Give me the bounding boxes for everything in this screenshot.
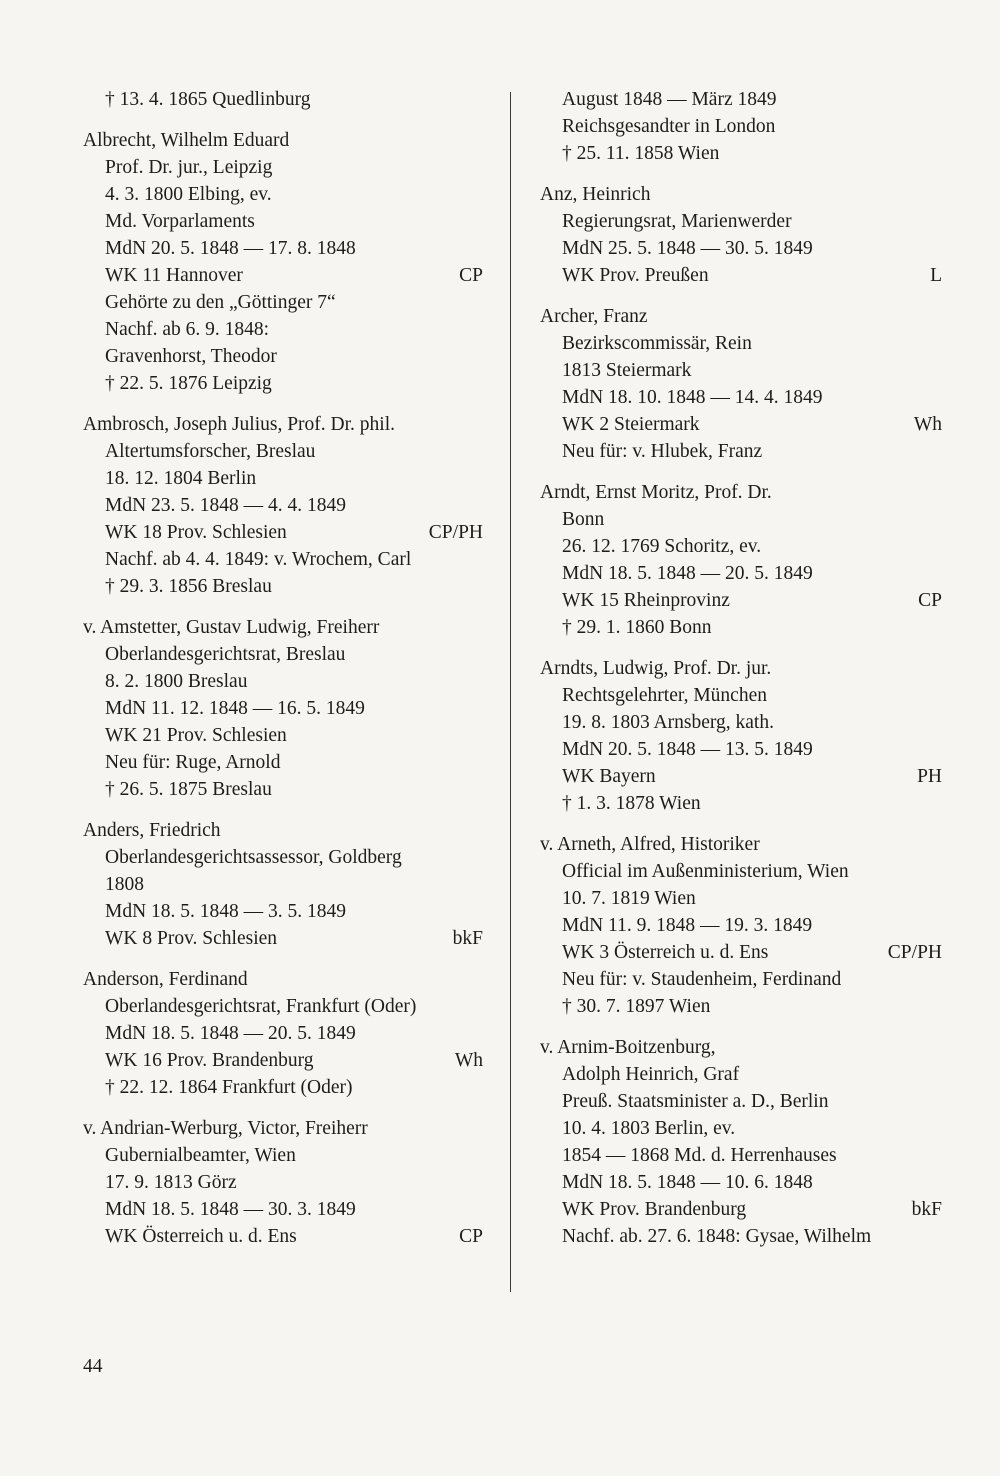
entry-line-text: Neu für: v. Hlubek, Franz	[562, 441, 763, 462]
entry-line	[83, 1074, 483, 1101]
entry-line-text: 1808	[105, 874, 144, 895]
entry-line-text: Prof. Dr. jur., Leipzig	[105, 157, 273, 178]
entry-line	[83, 871, 483, 898]
biography-entry	[83, 1115, 483, 1250]
biography-entry	[83, 817, 483, 952]
entry-line	[540, 912, 942, 939]
faction-tag: bkF	[452, 928, 483, 949]
entry-line-text: 1854 — 1868 Md. d. Herrenhauses	[562, 1145, 837, 1166]
entry-line-text: Adolph Heinrich, Graf	[562, 1064, 740, 1085]
entry-line-text: WK 11 Hannover	[105, 265, 243, 286]
entry-line-text: Archer, Franz	[540, 306, 648, 327]
entry-line	[83, 749, 483, 776]
entry-line-text: Oberlandesgerichtsassessor, Goldberg	[105, 847, 402, 868]
entry-line-text: v. Amstetter, Gustav Ludwig, Freiherr	[83, 617, 380, 638]
entry-line-text: MdN 18. 5. 1848 — 30. 3. 1849	[105, 1199, 356, 1220]
entry-line	[540, 682, 942, 709]
entry-line-text: † 29. 1. 1860 Bonn	[562, 617, 712, 638]
entry-line	[540, 655, 942, 682]
entry-line-text: Nachf. ab. 27. 6. 1848: Gysae, Wilhelm	[562, 1226, 872, 1247]
entry-line-text: Arndt, Ernst Moritz, Prof. Dr.	[540, 482, 772, 503]
entry-line-text: WK 21 Prov. Schlesien	[105, 725, 287, 746]
faction-tag: CP	[459, 265, 483, 286]
entry-line-text: Neu für: Ruge, Arnold	[105, 752, 281, 773]
biography-entry	[83, 411, 483, 600]
entry-line	[83, 641, 483, 668]
entry-line	[83, 127, 483, 154]
entry-line	[83, 1020, 483, 1047]
faction-tag: CP	[918, 590, 942, 611]
entry-line	[83, 262, 483, 289]
entry-line	[540, 181, 942, 208]
entry-line-text: Gravenhorst, Theodor	[105, 346, 277, 367]
entry-line	[83, 993, 483, 1020]
entry-line-text: 18. 12. 1804 Berlin	[105, 468, 257, 489]
entry-line-text: Md. Vorparlaments	[105, 211, 255, 232]
entry-line	[83, 208, 483, 235]
entry-line	[83, 546, 483, 573]
entry-line	[83, 925, 483, 952]
entry-line	[540, 858, 942, 885]
faction-tag: CP/PH	[887, 942, 942, 963]
entry-line-text: v. Arneth, Alfred, Historiker	[540, 834, 760, 855]
entry-line-text: WK Prov. Brandenburg	[562, 1199, 747, 1220]
entry-line-text: MdN 18. 5. 1848 — 10. 6. 1848	[562, 1172, 813, 1193]
entry-line	[540, 113, 942, 140]
biography-entry	[540, 181, 942, 289]
entry-line-text: MdN 20. 5. 1848 — 17. 8. 1848	[105, 238, 356, 259]
entry-line	[83, 776, 483, 803]
entry-line	[540, 479, 942, 506]
entry-line-text: Regierungsrat, Marienwerder	[562, 211, 792, 232]
biography-entry	[540, 831, 942, 1020]
entry-line	[83, 1115, 483, 1142]
entry-line-text: Nachf. ab 6. 9. 1848:	[105, 319, 270, 340]
entry-line-text: MdN 23. 5. 1848 — 4. 4. 1849	[105, 495, 347, 516]
entry-line-text: † 22. 12. 1864 Frankfurt (Oder)	[105, 1077, 353, 1098]
entry-line-text: Oberlandesgerichtsrat, Frankfurt (Oder)	[105, 996, 417, 1017]
entry-line-text: Oberlandesgerichtsrat, Breslau	[105, 644, 346, 665]
entry-line-text: WK 2 Steiermark	[562, 414, 700, 435]
entry-line	[540, 939, 942, 966]
biography-entry	[83, 127, 483, 397]
biography-entry	[83, 86, 483, 113]
biography-entry	[540, 1034, 942, 1250]
entry-line	[83, 817, 483, 844]
entry-line-text: 26. 12. 1769 Schoritz, ev.	[562, 536, 762, 557]
entry-line-text: Gubernialbeamter, Wien	[105, 1145, 296, 1166]
entry-line-text: † 22. 5. 1876 Leipzig	[105, 373, 272, 394]
entry-line-text: MdN 25. 5. 1848 — 30. 5. 1849	[562, 238, 813, 259]
entry-line	[83, 343, 483, 370]
faction-tag: CP/PH	[428, 522, 483, 543]
entry-line-text: † 30. 7. 1897 Wien	[562, 996, 711, 1017]
entry-line	[540, 533, 942, 560]
biography-entry	[540, 655, 942, 817]
biography-entry	[540, 479, 942, 641]
entry-line	[83, 966, 483, 993]
entry-line-text: Altertumsforscher, Breslau	[105, 441, 316, 462]
entry-line	[83, 1047, 483, 1074]
entry-line-text: WK 18 Prov. Schlesien	[105, 522, 287, 543]
entry-line-text: WK 3 Österreich u. d. Ens	[562, 942, 769, 963]
entry-line-text: Anderson, Ferdinand	[83, 969, 248, 990]
entry-line	[83, 411, 483, 438]
left-column	[83, 86, 483, 1264]
entry-line	[83, 614, 483, 641]
entry-line	[83, 1169, 483, 1196]
entry-line	[540, 330, 942, 357]
entry-line	[83, 668, 483, 695]
biography-entry	[540, 86, 942, 167]
entry-line-text: Rechtsgelehrter, München	[562, 685, 767, 706]
entry-line	[83, 86, 483, 113]
entry-line-text: 8. 2. 1800 Breslau	[105, 671, 248, 692]
entry-line-text: MdN 18. 5. 1848 — 20. 5. 1849	[562, 563, 813, 584]
entry-line-text: Arndts, Ludwig, Prof. Dr. jur.	[540, 658, 772, 679]
entry-line	[83, 898, 483, 925]
entry-line	[540, 614, 942, 641]
entry-line-text: † 1. 3. 1878 Wien	[562, 793, 701, 814]
entry-line-text: † 25. 11. 1858 Wien	[562, 143, 720, 164]
biography-entry	[540, 303, 942, 465]
entry-line	[83, 465, 483, 492]
entry-line-text: Ambrosch, Joseph Julius, Prof. Dr. phil.	[83, 414, 395, 435]
entry-line	[83, 316, 483, 343]
entry-line-text: MdN 18. 10. 1848 — 14. 4. 1849	[562, 387, 823, 408]
entry-line	[83, 438, 483, 465]
entry-line	[540, 709, 942, 736]
entry-line-text: † 29. 3. 1856 Breslau	[105, 576, 272, 597]
entry-line	[540, 1034, 942, 1061]
biography-entry	[83, 614, 483, 803]
faction-tag: CP	[459, 1226, 483, 1247]
entry-line	[540, 506, 942, 533]
entry-line-text: Neu für: v. Staudenheim, Ferdinand	[562, 969, 842, 990]
entry-line	[540, 1196, 942, 1223]
entry-line-text: Official im Außenministerium, Wien	[562, 861, 849, 882]
entry-line	[540, 1223, 942, 1250]
entry-line-text: Anz, Heinrich	[540, 184, 651, 205]
faction-tag: bkF	[911, 1199, 942, 1220]
entry-line	[83, 181, 483, 208]
entry-line	[540, 993, 942, 1020]
entry-line-text: 10. 7. 1819 Wien	[562, 888, 696, 909]
entry-line-text: MdN 20. 5. 1848 — 13. 5. 1849	[562, 739, 813, 760]
entry-line	[540, 560, 942, 587]
entry-line-text: 17. 9. 1813 Görz	[105, 1172, 237, 1193]
entry-line-text: 4. 3. 1800 Elbing, ev.	[105, 184, 272, 205]
entry-line-text: Reichsgesandter in London	[562, 116, 776, 137]
entry-line	[540, 966, 942, 993]
entry-line	[83, 235, 483, 262]
entry-line	[83, 289, 483, 316]
entry-line-text: MdN 11. 12. 1848 — 16. 5. 1849	[105, 698, 365, 719]
entry-line	[540, 438, 942, 465]
entry-line	[540, 1088, 942, 1115]
entry-line	[83, 1196, 483, 1223]
entry-line	[540, 790, 942, 817]
entry-line-text: v. Arnim-Boitzenburg,	[540, 1037, 716, 1058]
entry-line	[540, 1169, 942, 1196]
entry-line	[540, 208, 942, 235]
entry-line	[540, 736, 942, 763]
entry-line	[540, 1115, 942, 1142]
entry-line	[540, 86, 942, 113]
entry-line-text: MdN 18. 5. 1848 — 3. 5. 1849	[105, 901, 347, 922]
right-column	[540, 86, 942, 1264]
entry-line-text: WK 8 Prov. Schlesien	[105, 928, 278, 949]
column-divider	[510, 92, 511, 1292]
entry-line-text: Anders, Friedrich	[83, 820, 221, 841]
entry-line-text: WK Österreich u. d. Ens	[105, 1226, 297, 1247]
entry-line	[83, 695, 483, 722]
faction-tag: PH	[917, 766, 942, 787]
entry-line-text: v. Andrian-Werburg, Victor, Freiherr	[83, 1118, 368, 1139]
entry-line-text: 19. 8. 1803 Arnsberg, kath.	[562, 712, 774, 733]
entry-line	[540, 303, 942, 330]
entry-line	[540, 384, 942, 411]
entry-line-text: WK 16 Prov. Brandenburg	[105, 1050, 314, 1071]
entry-line	[540, 1061, 942, 1088]
entry-line-text: Bonn	[562, 509, 605, 530]
faction-tag: Wh	[454, 1050, 483, 1071]
entry-line	[540, 1142, 942, 1169]
entry-line-text: 1813 Steiermark	[562, 360, 692, 381]
entry-line	[83, 154, 483, 181]
faction-tag: L	[930, 265, 942, 286]
entry-line	[83, 519, 483, 546]
entry-line	[540, 831, 942, 858]
biography-entry	[83, 966, 483, 1101]
entry-line	[540, 587, 942, 614]
entry-line	[83, 844, 483, 871]
entry-line	[83, 492, 483, 519]
entry-line-text: Nachf. ab 4. 4. 1849: v. Wrochem, Carl	[105, 549, 412, 570]
entry-line	[83, 722, 483, 749]
faction-tag: Wh	[913, 414, 942, 435]
entry-line	[540, 885, 942, 912]
entry-line-text: August 1848 — März 1849	[562, 89, 777, 110]
entry-line	[540, 140, 942, 167]
entry-line	[83, 370, 483, 397]
entry-line-text: WK 15 Rheinprovinz	[562, 590, 730, 611]
entry-line	[83, 573, 483, 600]
entry-line	[540, 763, 942, 790]
entry-line-text: WK Bayern	[562, 766, 656, 787]
entry-line-text: † 13. 4. 1865 Quedlinburg	[105, 89, 311, 110]
entry-line-text: Bezirkscommissär, Rein	[562, 333, 752, 354]
entry-line-text: 10. 4. 1803 Berlin, ev.	[562, 1118, 736, 1139]
entry-line	[540, 235, 942, 262]
entry-line-text: Albrecht, Wilhelm Eduard	[83, 130, 290, 151]
entry-line-text: MdN 18. 5. 1848 — 20. 5. 1849	[105, 1023, 356, 1044]
entry-line	[540, 262, 942, 289]
entry-line-text: MdN 11. 9. 1848 — 19. 3. 1849	[562, 915, 813, 936]
entry-line	[540, 357, 942, 384]
entry-line-text: Preuß. Staatsminister a. D., Berlin	[562, 1091, 829, 1112]
entry-line-text: † 26. 5. 1875 Breslau	[105, 779, 272, 800]
entry-line-text: WK Prov. Preußen	[562, 265, 709, 286]
entry-line-text: Gehörte zu den „Göttinger 7“	[105, 292, 336, 313]
entry-line	[83, 1223, 483, 1250]
entry-line	[83, 1142, 483, 1169]
entry-line	[540, 411, 942, 438]
page-number: 44	[83, 1356, 103, 1377]
